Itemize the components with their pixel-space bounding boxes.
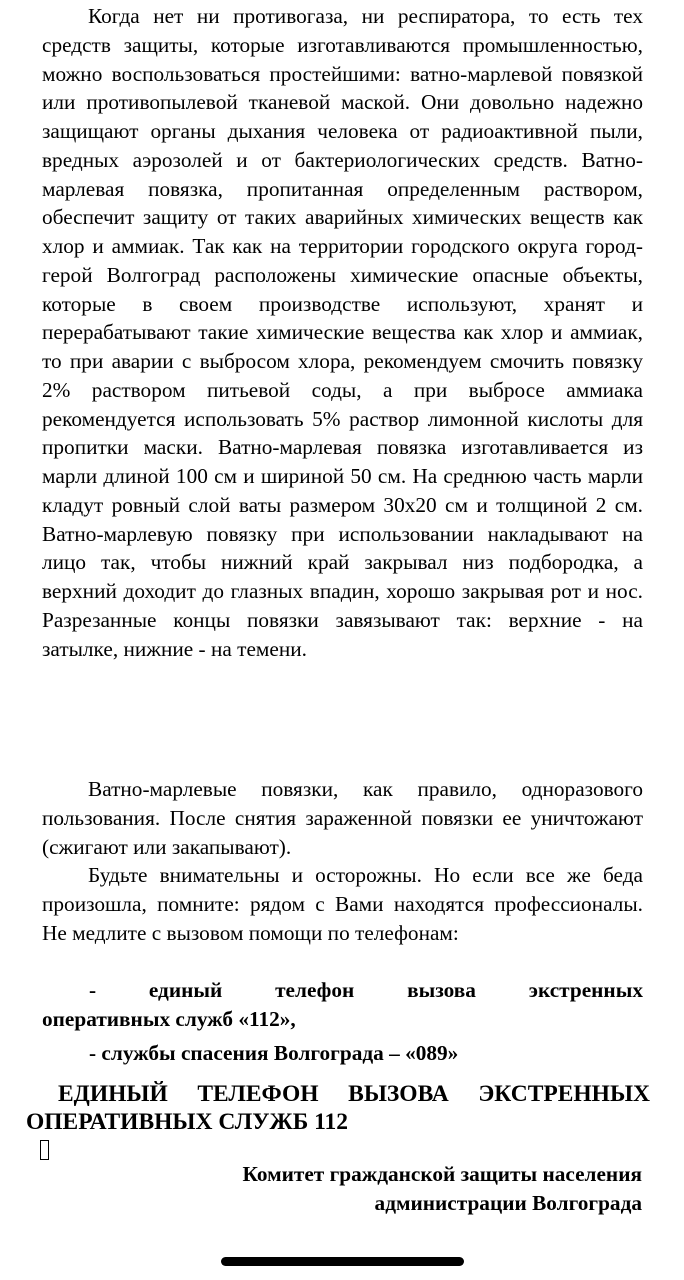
phone-list-item-112-continuation: оперативных служб «112», [42, 1006, 296, 1031]
heading-line: ОПЕРАТИВНЫХ СЛУЖБ 112 [26, 1109, 349, 1135]
heading-line [26, 1080, 650, 1108]
signature-block [242, 1160, 642, 1218]
phone-list-item-112 [42, 976, 643, 1005]
home-indicator-bar[interactable] [221, 1257, 464, 1266]
paragraph-disposal [42, 775, 643, 861]
paragraph-text: Будьте внимательны и осторожны. Но если все же беда произошла, помните: рядом с Вами находятся профессионалы. Не медлите с вызовом помощи по телефонам: [42, 863, 643, 945]
paragraph-call-for-help [42, 861, 643, 947]
bullet-word: экстренных [528, 978, 643, 1002]
phone-list [42, 976, 643, 1067]
heading-word: ВЫЗОВА [348, 1081, 449, 1107]
missing-glyph-icon [40, 1140, 49, 1160]
paragraph-text: Когда нет ни противогаза, ни респиратора, то есть тех средств защиты, которые изготавливаются промышленностью, можно воспользоваться простейшими: ватно-марлевой повязкой или противопылевой тканевой маской. Они довольно надежно защищают органы дыхания человека от радиоактивной пыли, вредных аэрозолей и от бактериологических средств. Ватно-марлевая повязка, пропитанная определенным раствором, обеспечит защиту от таких аварийных химических веществ как хлор и аммиак. Так как на территории городского округа город-герой Волгоград расположены химические опасные объекты, которые в своем производстве используют, хранят и перерабатывают такие химические вещества как хлор и аммиак, то при аварии с выбросом хлора, рекомендуем смочить повязку 2% раствором питьевой соды, а при выбросе аммиака рекомендуется использовать 5% раствор лимонной кислоты для пропитки маски. Ватно-марлевая повязка изготавливается из марли длиной 100 см и шириной 50 см. На среднюю часть марли кладут ровный слой ваты размером 30х20 см и толщиной 2 см. Ватно-марлевую повязку при использовании накладывают на лицо так, чтобы нижний край закрывал низ подбородка, а верхний доходит до глазных впадин, хорошо закрывая рот и нос. Разрезанные концы повязки завязывают так: верхние - на затылке, нижние - на темени. [42, 4, 643, 661]
bullet-dash: - [89, 978, 97, 1002]
phone-list-item-089: - службы спасения Волгограда – «089» [89, 1040, 459, 1065]
signature-line: Комитет гражданской защиты населения [242, 1162, 642, 1186]
paragraph-mask-instructions [42, 2, 643, 663]
bullet-word: единый [148, 978, 223, 1002]
emergency-heading [26, 1080, 650, 1136]
signature-line: администрации Волгограда [374, 1191, 642, 1215]
bullet-word: вызова [407, 978, 476, 1002]
heading-word: ТЕЛЕФОН [197, 1081, 319, 1107]
bullet-word: телефон [275, 978, 355, 1002]
heading-word: ЭКСТРЕННЫХ [478, 1081, 650, 1107]
heading-word: ЕДИНЫЙ [58, 1081, 168, 1107]
paragraph-text: Ватно-марлевые повязки, как правило, одноразового пользования. После снятия зараженной повязки ее уничтожают (сжигают или закапывают). [42, 777, 643, 859]
